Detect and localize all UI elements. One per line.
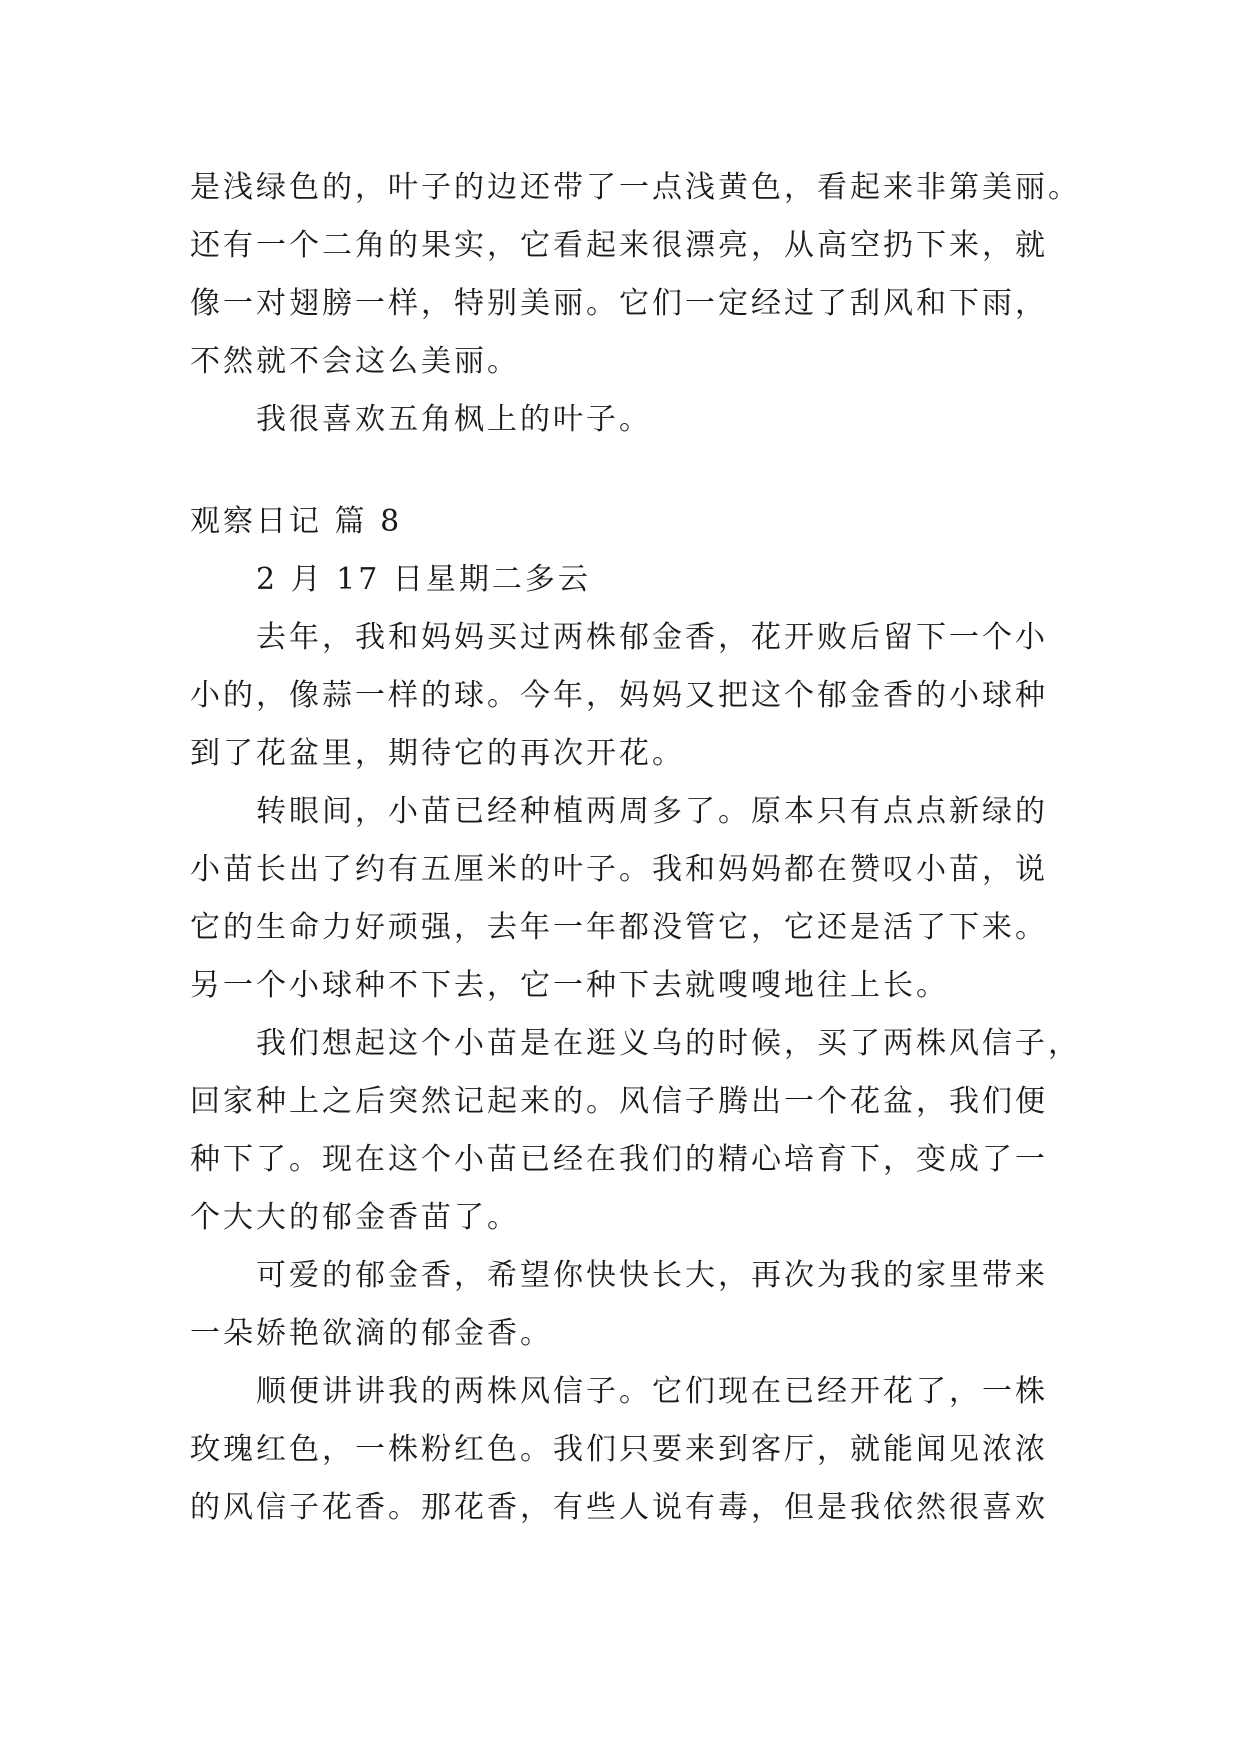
intro-paragraph bbox=[190, 159, 1081, 391]
text-line: 可爱的郁金香，希望你快快长大，再次为我的家里带来 bbox=[256, 1258, 1048, 1293]
text-line: 顺便讲讲我的两株风信子。它们现在已经开花了，一株 bbox=[256, 1374, 1048, 1409]
text-line: 个大大的郁金香苗了。 bbox=[190, 1200, 520, 1235]
text-line: 到了花盆里，期待它的再次开花。 bbox=[190, 736, 685, 771]
paragraph-2 bbox=[190, 783, 1070, 1015]
section-title: 观察日记 篇 8 bbox=[190, 504, 403, 539]
document-body bbox=[190, 159, 1081, 1537]
paragraph-1 bbox=[190, 609, 1070, 783]
closing-paragraph bbox=[190, 391, 1070, 449]
text-line: 小的，像蒜一样的球。今年，妈妈又把这个郁金香的小球种 bbox=[190, 678, 1048, 713]
text-line: 还有一个二角的果实，它看起来很漂亮，从高空扔下来，就 bbox=[190, 228, 1048, 263]
text-line: 玫瑰红色，一株粉红色。我们只要来到客厅，就能闻见浓浓 bbox=[190, 1432, 1048, 1467]
text-line: 像一对翅膀一样，特别美丽。它们一定经过了刮风和下雨， bbox=[190, 286, 1048, 321]
text-line: 一朵娇艳欲滴的郁金香。 bbox=[190, 1316, 553, 1351]
text-line: 另一个小球种不下去，它一种下去就嗖嗖地往上长。 bbox=[190, 968, 949, 1003]
text-line: 的风信子花香。那花香，有些人说有毒，但是我依然很喜欢 bbox=[190, 1490, 1048, 1525]
text-line: 回家种上之后突然记起来的。风信子腾出一个花盆，我们便 bbox=[190, 1084, 1048, 1119]
paragraph-3 bbox=[190, 1015, 1081, 1247]
text-line: 是浅绿色的，叶子的边还带了一点浅黄色，看起来非第美丽。 bbox=[190, 170, 1081, 205]
date-line: 2 月 17 日星期二多云 bbox=[256, 562, 591, 597]
text-line: 小苗长出了约有五厘米的叶子。我和妈妈都在赞叹小苗，说 bbox=[190, 852, 1048, 887]
text-line: 转眼间，小苗已经种植两周多了。原本只有点点新绿的 bbox=[256, 794, 1048, 829]
text-line: 不然就不会这么美丽。 bbox=[190, 344, 520, 379]
text-line: 它的生命力好顽强，去年一年都没管它，它还是活了下来。 bbox=[190, 910, 1048, 945]
text-line: 种下了。现在这个小苗已经在我们的精心培育下，变成了一 bbox=[190, 1142, 1048, 1177]
text-line: 我很喜欢五角枫上的叶子。 bbox=[256, 402, 652, 437]
paragraph-5 bbox=[190, 1363, 1070, 1537]
section-gap bbox=[190, 449, 1070, 493]
text-line: 我们想起这个小苗是在逛义乌的时候，买了两株风信子， bbox=[256, 1026, 1081, 1061]
paragraph-4 bbox=[190, 1247, 1070, 1363]
text-line: 去年，我和妈妈买过两株郁金香，花开败后留下一个小 bbox=[256, 620, 1048, 655]
